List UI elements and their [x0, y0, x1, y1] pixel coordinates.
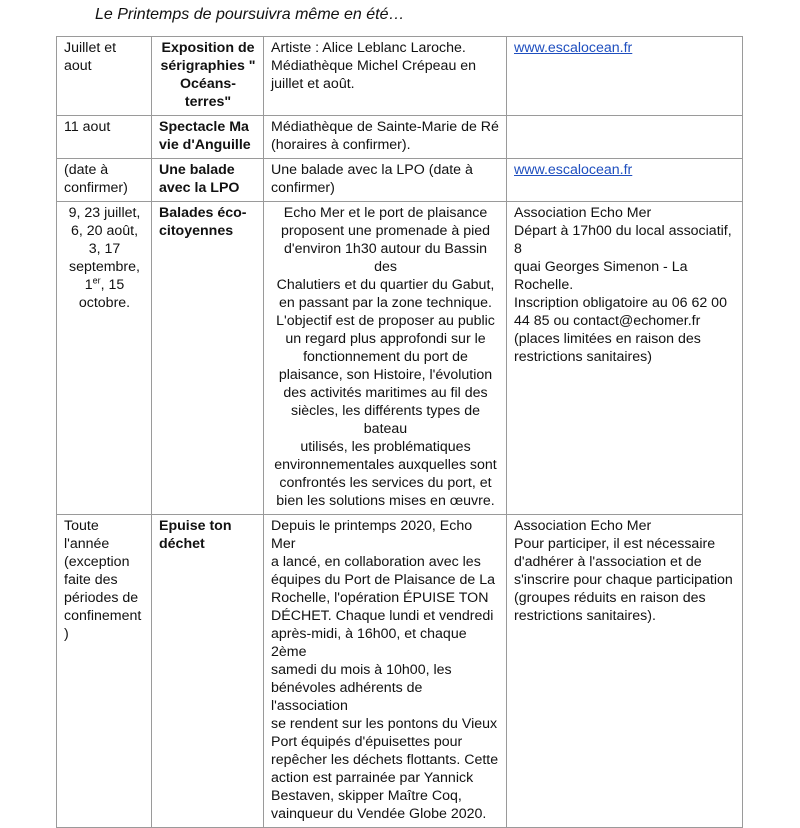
- contact-line: Départ à 17h00 du local associatif, 8: [514, 223, 732, 257]
- description-line: a lancé, en collaboration avec les: [271, 554, 481, 570]
- description-line: Port équipés d'épuisettes pour: [271, 734, 463, 750]
- event-title-cell: [152, 116, 264, 159]
- table-row: [57, 116, 743, 159]
- date-line: Juillet et: [64, 40, 117, 56]
- description-line: samedi du mois à 10h00, les: [271, 662, 452, 678]
- date-cell: [57, 37, 152, 116]
- contact-line: s'inscrire pour chaque participation: [514, 572, 733, 588]
- description-line: confrontés les services du port, et: [279, 475, 492, 491]
- event-title-line: Balades éco-: [159, 205, 247, 221]
- description-line: après-midi, à 16h00, et chaque 2ème: [271, 626, 467, 660]
- contact-cell: [507, 116, 743, 159]
- event-title-cell: [152, 37, 264, 116]
- description-line: Médiathèque Michel Crépeau en: [271, 58, 477, 74]
- description-line: confirmer): [271, 180, 335, 196]
- date-cell: [57, 116, 152, 159]
- description-line: siècles, les différents types de bateau: [290, 403, 480, 437]
- description-cell: [264, 202, 507, 515]
- event-title-line: Spectacle Ma: [159, 119, 249, 135]
- description-line: Une balade avec la LPO (date à: [271, 162, 473, 178]
- events-table: [56, 36, 743, 828]
- event-title-line: vie d'Anguille: [159, 137, 251, 153]
- date-line: 9, 23 juillet,: [68, 205, 141, 221]
- description-line: vainqueur du Vendée Globe 2020.: [271, 806, 487, 822]
- description-cell: [264, 116, 507, 159]
- description-line: environnementales auxquelles sont: [274, 457, 497, 473]
- description-line: DÉCHET. Chaque lundi et vendredi: [271, 608, 494, 624]
- description-line: Chalutiers et du quartier du Gabut,: [276, 277, 495, 293]
- contact-line: (groupes réduits en raison des: [514, 590, 706, 606]
- contact-cell: [507, 159, 743, 202]
- contact-cell: [507, 37, 743, 116]
- date-line: 11 aout: [64, 119, 111, 135]
- event-title-cell: [152, 515, 264, 828]
- date-cell: [57, 202, 152, 515]
- event-title-line: déchet: [159, 536, 205, 552]
- date-line: confirmer): [64, 180, 128, 196]
- contact-line: (places limitées en raison des: [514, 331, 701, 347]
- description-cell: [264, 37, 507, 116]
- date-line: (date à: [64, 162, 109, 178]
- date-line: faite des: [64, 572, 118, 588]
- event-title-line: sérigraphies ": [160, 58, 256, 74]
- description-line: équipes du Port de Plaisance de La: [271, 572, 496, 588]
- date-line: (exception: [64, 554, 130, 570]
- event-title-line: Océans-terres": [180, 76, 236, 110]
- contact-line: d'adhérer à l'association et de: [514, 554, 702, 570]
- contact-cell: [507, 515, 743, 828]
- contact-cell: [507, 202, 743, 515]
- description-line: proposent une promenade à pied: [280, 223, 491, 239]
- date-line: octobre.: [78, 295, 131, 311]
- date-line: périodes de: [64, 590, 139, 606]
- date-cell: [57, 515, 152, 828]
- description-line: Rochelle, l'opération ÉPUISE TON: [271, 590, 489, 606]
- description-line: d'environ 1h30 autour du Bassin des: [283, 241, 488, 275]
- contact-line: Pour participer, il est nécessaire: [514, 536, 716, 552]
- table-row: [57, 159, 743, 202]
- escalocean-link[interactable]: www.escalocean.fr: [514, 40, 633, 56]
- description-line: Artiste : Alice Leblanc Laroche.: [271, 40, 466, 56]
- event-title-cell: [152, 202, 264, 515]
- event-title-line: Exposition de: [161, 40, 255, 56]
- date-line: Toute: [64, 518, 99, 534]
- contact-line: 44 85 ou contact@echomer.fr: [514, 313, 701, 329]
- event-title-line: Epuise ton: [159, 518, 232, 534]
- date-fragment: 1: [84, 277, 93, 293]
- date-line: confinement): [64, 608, 142, 642]
- contact-line: Inscription obligatoire au 06 62 00: [514, 295, 727, 311]
- description-line: utilisés, les problématiques: [300, 439, 471, 455]
- description-line: Depuis le printemps 2020, Echo Mer: [271, 518, 473, 552]
- date-fragment: , 15: [100, 277, 125, 293]
- contact-line: restrictions sanitaires): [514, 349, 652, 365]
- event-title-line: citoyennes: [159, 223, 234, 239]
- date-line: aout: [64, 58, 92, 74]
- description-line: plaisance, son Histoire, l'évolution: [278, 367, 493, 383]
- date-line: [64, 276, 145, 294]
- description-line: L'objectif est de proposer au public: [276, 313, 495, 329]
- date-superscript: er: [92, 275, 101, 286]
- table-row: [57, 202, 743, 515]
- description-line: un regard plus approfondi sur le: [285, 331, 486, 347]
- description-line: juillet et août.: [271, 76, 355, 92]
- event-title-line: avec la LPO: [159, 180, 240, 196]
- description-line: en passant par la zone technique.: [279, 295, 492, 311]
- description-line: des activités maritimes au fil des: [283, 385, 488, 401]
- date-line: l'année: [64, 536, 110, 552]
- description-line: Bestaven, skipper Maître Coq,: [271, 788, 462, 804]
- contact-line: Association Echo Mer: [514, 205, 652, 221]
- event-title-cell: [152, 159, 264, 202]
- contact-line: restrictions sanitaires).: [514, 608, 656, 624]
- date-line: 6, 20 août,: [70, 223, 139, 239]
- description-line: Echo Mer et le port de plaisance: [283, 205, 488, 221]
- description-line: action est parrainée par Yannick: [271, 770, 474, 786]
- table-row: [57, 37, 743, 116]
- table-row: [57, 515, 743, 828]
- event-title-line: Une balade: [159, 162, 235, 178]
- description-line: (horaires à confirmer).: [271, 137, 411, 153]
- description-line: fonctionnement du port de: [303, 349, 468, 365]
- description-line: bénévoles adhérents de l'association: [271, 680, 423, 714]
- description-line: repêcher les déchets flottants. Cette: [271, 752, 499, 768]
- page-heading: Le Printemps de poursuivra même en été…: [95, 6, 405, 23]
- description-line: se rendent sur les pontons du Vieux: [271, 716, 498, 732]
- date-cell: [57, 159, 152, 202]
- contact-line: quai Georges Simenon - La Rochelle.: [514, 259, 688, 293]
- contact-line: Association Echo Mer: [514, 518, 652, 534]
- escalocean-link[interactable]: www.escalocean.fr: [514, 162, 633, 178]
- date-line: septembre,: [69, 259, 140, 275]
- date-line: 3, 17: [88, 241, 121, 257]
- description-cell: [264, 159, 507, 202]
- description-cell: [264, 515, 507, 828]
- description-line: Médiathèque de Sainte-Marie de Ré: [271, 119, 499, 135]
- description-line: bien les solutions mises en œuvre.: [276, 493, 495, 509]
